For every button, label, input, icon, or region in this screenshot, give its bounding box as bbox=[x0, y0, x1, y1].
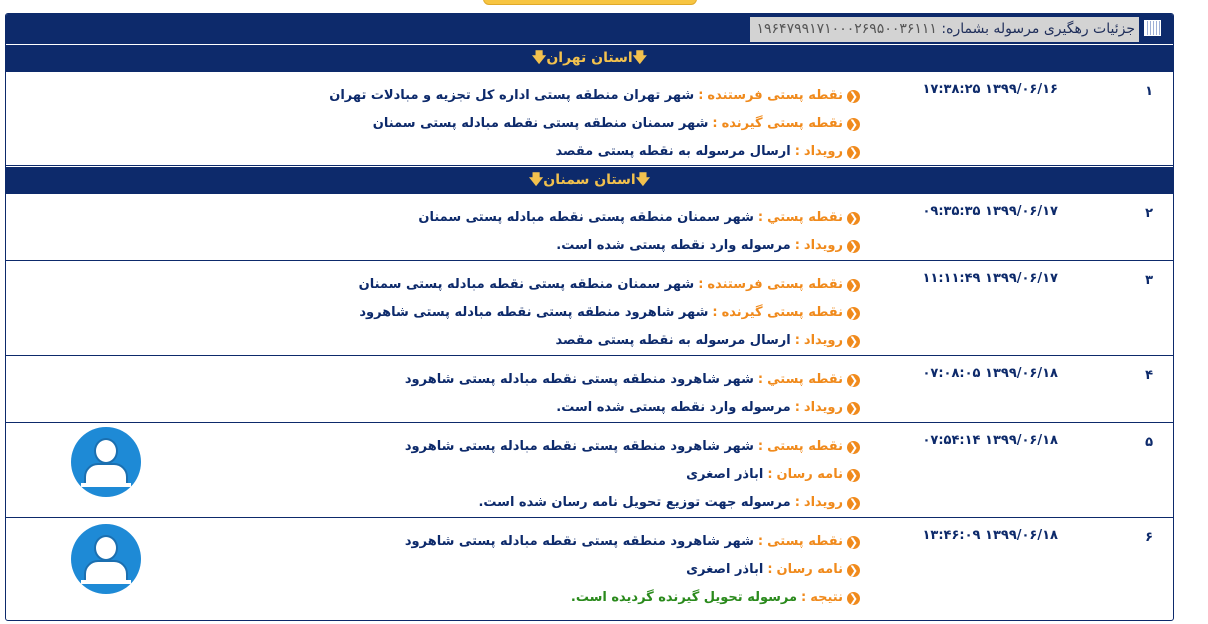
detail-label: نقطه پستي bbox=[767, 372, 843, 387]
detail-value: ارسال مرسوله به نقطه پستی مقصد bbox=[555, 144, 791, 159]
detail-value: شهر سمنان منطقه پستی نقطه مبادله پستی سمنان bbox=[358, 277, 695, 292]
tracking-row bbox=[6, 423, 1173, 518]
arrow-circle-icon: ❮ bbox=[848, 468, 859, 482]
detail-label: رویداد bbox=[803, 400, 843, 415]
down-arrow-icon: 🡇 bbox=[528, 172, 544, 188]
row-details bbox=[405, 433, 860, 517]
detail-line: ❮ رویداد : مرسوله جهت توزیع تحویل نامه رسان شده است. bbox=[405, 489, 860, 517]
arrow-circle-icon: ❮ bbox=[848, 117, 859, 131]
row-datetime: ۱۳۹۹/۰۶/۱۷ ۰۹:۳۵:۳۵ bbox=[922, 204, 1058, 219]
detail-line: ❮ نقطه پستی فرستنده : شهر تهران منطقه پستی اداره کل تجزیه و مبادلات تهران bbox=[329, 82, 860, 110]
detail-value: شهر شاهرود منطقه پستی نقطه مبادله پستی شاهرود bbox=[359, 305, 709, 320]
arrow-circle-icon: ❮ bbox=[848, 239, 859, 253]
detail-label: نتیجه bbox=[810, 590, 843, 605]
row-index: ۵ bbox=[1145, 435, 1153, 450]
arrow-circle-icon: ❮ bbox=[848, 145, 859, 159]
tracking-row bbox=[6, 194, 1173, 261]
down-arrow-icon: 🡇 bbox=[531, 50, 547, 66]
province-header-tehran bbox=[6, 44, 1173, 72]
header-title bbox=[750, 17, 1139, 42]
detail-value: شهر شاهرود منطقه پستی نقطه مبادله پستی شاهرود bbox=[404, 534, 754, 549]
arrow-circle-icon: ❮ bbox=[848, 591, 859, 605]
row-datetime: ۱۳۹۹/۰۶/۱۸ ۰۷:۰۸:۰۵ bbox=[922, 366, 1058, 381]
postman-avatar-icon bbox=[71, 427, 141, 497]
detail-line: ❮ نامه رسان : اباذر اصغری bbox=[405, 461, 860, 489]
row-details bbox=[405, 366, 860, 422]
barcode-icon bbox=[1144, 20, 1161, 36]
detail-label: رویداد bbox=[803, 495, 843, 510]
detail-line: ❮ نقطه پستي : شهر شاهرود منطقه پستی نقطه مبادله پستی شاهرود bbox=[405, 366, 860, 394]
detail-line: ❮ نامه رسان : اباذر اصغری bbox=[405, 556, 860, 584]
detail-label: رویداد bbox=[803, 333, 843, 348]
detail-value: شهر تهران منطقه پستی اداره کل تجزیه و مبادلات تهران bbox=[329, 88, 695, 103]
arrow-circle-icon: ❮ bbox=[848, 373, 859, 387]
arrow-circle-icon: ❮ bbox=[848, 306, 859, 320]
row-index: ۱ bbox=[1145, 84, 1153, 99]
detail-label: نقطه پستی فرستنده bbox=[707, 277, 843, 292]
detail-line: ❮ رویداد : ارسال مرسوله به نقطه پستی مقصد bbox=[329, 138, 860, 166]
detail-value: شهر شاهرود منطقه پستی نقطه مبادله پستی شاهرود bbox=[404, 439, 754, 454]
tracking-row bbox=[6, 356, 1173, 423]
province-name: استان سمنان bbox=[543, 172, 636, 188]
detail-value: شهر سمنان منطقه پستی نقطه مبادله پستی سمنان bbox=[418, 210, 754, 225]
detail-line: ❮ نقطه پستی گیرنده : شهر سمنان منطقه پستی نقطه مبادله پستی سمنان bbox=[329, 110, 860, 138]
detail-line: ❮ نتیجه : مرسوله تحویل گیرنده گردیده است. bbox=[405, 584, 860, 612]
detail-line: ❮ رویداد : ارسال مرسوله به نقطه پستی مقصد bbox=[359, 327, 860, 355]
province-header-semnan bbox=[6, 166, 1173, 194]
detail-line: ❮ نقطه پستی : شهر شاهرود منطقه پستی نقطه مبادله پستی شاهرود bbox=[405, 528, 860, 556]
down-arrow-icon: 🡇 bbox=[635, 172, 651, 188]
detail-value: ارسال مرسوله به نقطه پستی مقصد bbox=[555, 333, 791, 348]
detail-label: نامه رسان bbox=[776, 562, 843, 577]
row-index: ۶ bbox=[1145, 530, 1153, 545]
detail-label: نقطه پستی bbox=[767, 439, 843, 454]
header-title-label: جزئیات رهگیری مرسوله بشماره: bbox=[941, 21, 1135, 37]
detail-label: نقطه پستی گیرنده bbox=[721, 305, 843, 320]
detail-value: اباذر اصغری bbox=[686, 467, 764, 482]
arrow-circle-icon: ❮ bbox=[848, 563, 859, 577]
detail-value: مرسوله جهت توزیع تحویل نامه رسان شده است. bbox=[478, 495, 791, 510]
row-datetime: ۱۳۹۹/۰۶/۱۶ ۱۷:۳۸:۲۵ bbox=[922, 82, 1058, 97]
detail-label: رویداد bbox=[803, 238, 843, 253]
row-details bbox=[329, 82, 860, 166]
arrow-circle-icon: ❮ bbox=[848, 496, 859, 510]
detail-line: ❮ رویداد : مرسوله وارد نقطه پستی شده است. bbox=[405, 394, 860, 422]
detail-line: ❮ نقطه پستی : شهر شاهرود منطقه پستی نقطه مبادله پستی شاهرود bbox=[405, 433, 860, 461]
detail-line: ❮ نقطه پستي : شهر سمنان منطقه پستی نقطه مبادله پستی سمنان bbox=[418, 204, 860, 232]
row-index: ۲ bbox=[1145, 206, 1153, 221]
arrow-circle-icon: ❮ bbox=[848, 401, 859, 415]
row-details bbox=[359, 271, 860, 355]
tracking-row bbox=[6, 261, 1173, 356]
province-name: استان تهران bbox=[546, 50, 633, 66]
tracking-row bbox=[6, 72, 1173, 166]
row-details bbox=[418, 204, 860, 260]
tracking-row bbox=[6, 518, 1173, 615]
detail-label: نقطه پستی گیرنده bbox=[721, 116, 843, 131]
top-tab bbox=[483, 0, 697, 5]
detail-value: مرسوله وارد نقطه پستی شده است. bbox=[556, 238, 791, 253]
row-index: ۳ bbox=[1145, 273, 1153, 288]
down-arrow-icon: 🡇 bbox=[632, 50, 648, 66]
arrow-circle-icon: ❮ bbox=[848, 278, 859, 292]
detail-value: شهر شاهرود منطقه پستی نقطه مبادله پستی شاهرود bbox=[404, 372, 754, 387]
detail-label: نقطه پستی فرستنده bbox=[707, 88, 843, 103]
row-datetime: ۱۳۹۹/۰۶/۱۸ ۱۳:۴۶:۰۹ bbox=[922, 528, 1058, 543]
tracking-number: ۱۹۶۴۷۹۹۱۷۱۰۰۰۲۶۹۵۰۰۳۶۱۱۱ bbox=[756, 21, 937, 37]
row-details bbox=[405, 528, 860, 612]
detail-line: ❮ نقطه پستی فرستنده : شهر سمنان منطقه پستی نقطه مبادله پستی سمنان bbox=[359, 271, 860, 299]
row-datetime: ۱۳۹۹/۰۶/۱۷ ۱۱:۱۱:۴۹ bbox=[922, 271, 1058, 286]
detail-line: ❮ رویداد : مرسوله وارد نقطه پستی شده است. bbox=[418, 232, 860, 260]
detail-value: شهر سمنان منطقه پستی نقطه مبادله پستی سمنان bbox=[372, 116, 709, 131]
arrow-circle-icon: ❮ bbox=[848, 89, 859, 103]
row-datetime: ۱۳۹۹/۰۶/۱۸ ۰۷:۵۴:۱۴ bbox=[922, 433, 1058, 448]
tracking-panel bbox=[5, 13, 1174, 621]
detail-line: ❮ نقطه پستی گیرنده : شهر شاهرود منطقه پستی نقطه مبادله پستی شاهرود bbox=[359, 299, 860, 327]
panel-header bbox=[6, 14, 1173, 44]
detail-value: مرسوله وارد نقطه پستی شده است. bbox=[556, 400, 791, 415]
detail-label: رویداد bbox=[803, 144, 843, 159]
detail-label: نقطه پستی bbox=[767, 534, 843, 549]
postman-avatar-icon bbox=[71, 524, 141, 594]
row-index: ۴ bbox=[1145, 368, 1153, 383]
arrow-circle-icon: ❮ bbox=[848, 440, 859, 454]
result-value: مرسوله تحویل گیرنده گردیده است. bbox=[570, 590, 798, 605]
detail-value: اباذر اصغری bbox=[686, 562, 764, 577]
arrow-circle-icon: ❮ bbox=[848, 334, 859, 348]
arrow-circle-icon: ❮ bbox=[848, 535, 859, 549]
detail-label: نقطه پستي bbox=[767, 210, 843, 225]
arrow-circle-icon: ❮ bbox=[848, 211, 859, 225]
detail-label: نامه رسان bbox=[776, 467, 843, 482]
